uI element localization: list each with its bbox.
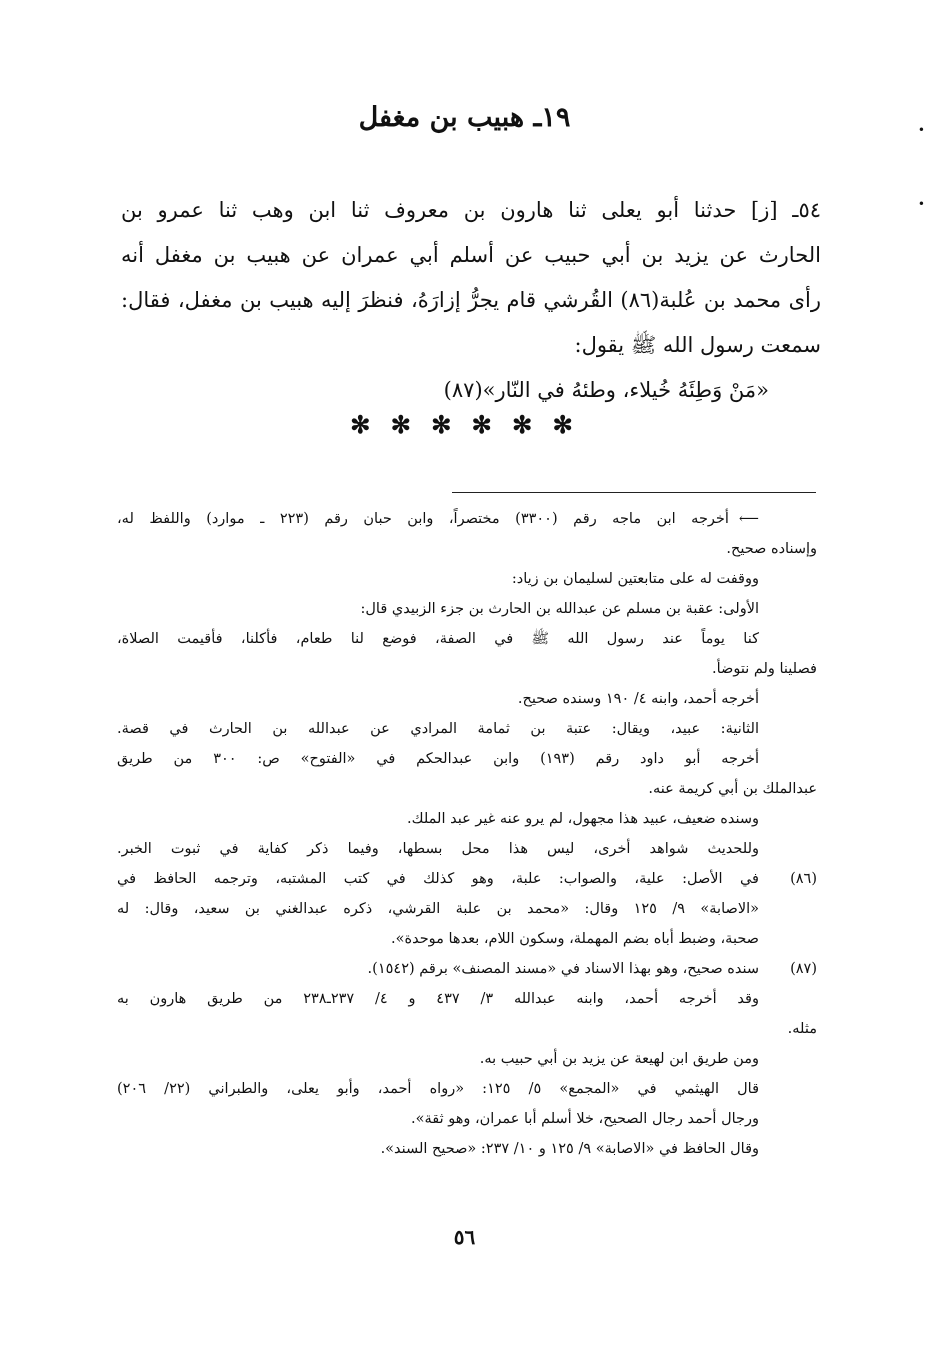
- footnote-86: [117, 864, 817, 954]
- footnote-number: (٨٦): [790, 871, 817, 887]
- note-line: وإسناده صحيح.: [726, 541, 817, 557]
- footnote-divider: [452, 492, 816, 493]
- note-line: سنده صحيح، وهو بهذا الاسناد في «مسند المصنف» برقم (١٥٤٢).: [367, 961, 759, 977]
- hadith-line: الحارث عن يزيد بن أبي حبيب عن أسلم أبي عمران عن هبيب بن مغفل أنه: [121, 243, 821, 267]
- margin-dot: •: [917, 197, 925, 211]
- note-line: أخرجه أبو داود رقم (١٩٣) وابن عبدالحكم في «الفتوح» ص: ٣٠٠ من طريق: [117, 751, 759, 767]
- note-line: وقال الحافظ في «الاصابة» ٩/ ١٢٥ و ١٠/ ٢٣٧: «صحيح السند».: [380, 1141, 759, 1157]
- hadith-line: رأى محمد بن عُلبة(٨٦) القُرشي قام يجرُّ إزارَهُ، فنظرَ إليه هبيب بن مغفل، فقال:: [121, 288, 821, 312]
- note-line: ووقفت له على متابعتين لسليمان بن زياد:: [511, 571, 759, 587]
- hadith-text: [121, 188, 821, 413]
- note-line: صحبة، وضبط أباه بضم المهملة، وسكون اللام، بعدها موحدة».: [391, 931, 759, 947]
- note-line: ورجال أحمد رجال الصحيح، خلا أسلم أبا عمران، وهو ثقة».: [411, 1111, 759, 1127]
- section-separator: ✻ ✻ ✻ ✻ ✻ ✻: [350, 410, 579, 439]
- note-line: عبدالملك بن أبي كريمة عنه.: [648, 781, 817, 797]
- note-line: ومن طريق ابن لهيعة عن يزيد بن أبي حبيب به.: [479, 1051, 759, 1067]
- note-line: قال الهيثمي في «المجمع» ٥/ ١٢٥: «رواه أحمد، وأبو يعلى، والطبراني (٢٢/ ٢٠٦): [117, 1081, 759, 1097]
- note-text: أخرجه ابن ماجه رقم (٣٣٠٠) مختصراً، وابن حبان رقم (٢٢٣ ـ موارد) واللفظ له،: [117, 511, 729, 527]
- hadith-line: ٥٤ـ [ز] حدثنا أبو يعلى ثنا هارون بن معروف ثنا ابن وهب ثنا عمرو بن: [121, 198, 821, 222]
- note-line: في الأصل: علية، والصواب: علبة، وهو كذلك في كتب المشتبه، وترجمه الحافظ في: [117, 871, 759, 887]
- footnote-body: [117, 864, 759, 954]
- continuation-arrow-icon: ⟵: [738, 511, 759, 527]
- note-line: «الاصابة» ٩/ ١٢٥ وقال: «محمد بن علبة القرشي، ذكره عبدالغني بن سعيد، وقال: له: [117, 901, 759, 917]
- chapter-title: ١٩ـ هبيب بن مغفل: [358, 102, 571, 133]
- hadith-quote: «مَنْ وَطِئَهُ خُيلاء، وطئهُ في النّار»(٨٧): [443, 378, 769, 402]
- note-line: وللحديث شواهد أخرى، ليس هذا محل بسطها، وفيما ذكر كفاية في ثبوت الخبر.: [117, 841, 759, 857]
- margin-dot: •: [917, 123, 925, 137]
- note-line: الأولى: عقبة بن مسلم عن عبدالله بن الحارث بن جزء الزبيدي قال:: [360, 601, 759, 617]
- footnote-87: [117, 954, 817, 1164]
- footnote-number: (٨٧): [790, 961, 817, 977]
- hadith-line: سمعت رسول الله ﷺ يقول:: [574, 333, 821, 357]
- note-line: فصلينا ولم نتوضأ.: [711, 661, 817, 677]
- note-line: مثله.: [787, 1021, 817, 1037]
- note-line: أخرجه أحمد، وابنه ٤/ ١٩٠ وسنده صحيح.: [517, 691, 759, 707]
- note-line: كنا يوماً عند رسول الله ﷺ في الصفة، فوضع لنا طعام، فأكلنا، فأقيمت الصلاة،: [117, 631, 759, 647]
- page-number: ٥٦: [453, 1225, 476, 1249]
- note-line: الثانية: عبيد، ويقال: عتبة بن ثمامة المرادي عن عبدالله بن الحارث في قصة.: [117, 721, 759, 737]
- note-line: [117, 504, 817, 534]
- note-line: وقد أخرجه أحمد، وابنه عبدالله ٣/ ٤٣٧ و ٤/ ٢٣٧ـ٢٣٨ من طريق هارون به: [117, 991, 759, 1007]
- footnotes: [117, 504, 817, 1164]
- note-line: وسنده ضعيف، عبيد هذا مجهول، لم يرو عنه غير عبد الملك.: [407, 811, 759, 827]
